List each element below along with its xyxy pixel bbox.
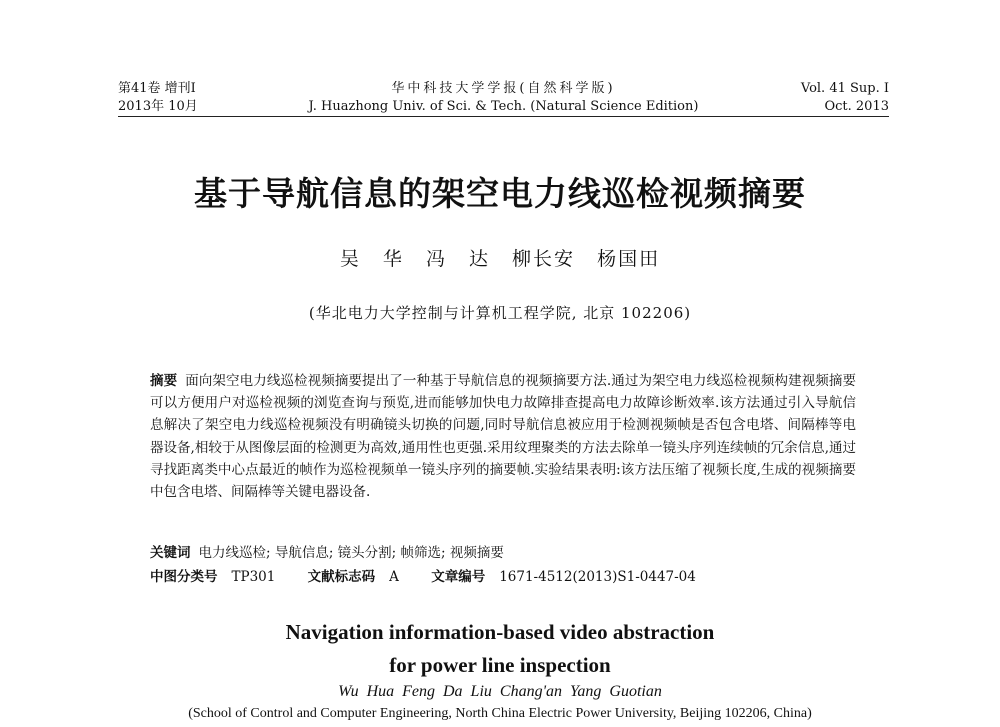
article-title-en-line1: Navigation information-based video abstraction: [285, 620, 715, 644]
keywords-text: 电力线巡检; 导航信息; 镜头分割; 帧筛选; 视频摘要: [198, 545, 504, 561]
keywords-cn: [150, 542, 856, 564]
clc-value: TP301: [231, 569, 276, 585]
clc-label: 中图分类号: [150, 569, 218, 585]
authors-en: Wu Hua Feng Da Liu Chang'an Yang Guotian: [338, 683, 662, 700]
affiliation-en: (School of Control and Computer Engineering, North China Electric Power University, Beijing 102206, China): [188, 706, 812, 721]
journal-name-cn: 华中科技大学学报(自然科学版): [391, 81, 616, 96]
article-title-en-line2: for power line inspection: [389, 653, 611, 677]
affiliation-cn: (华北电力大学控制与计算机工程学院, 北京 102206): [308, 304, 692, 322]
abstract-cn: [150, 370, 856, 503]
journal-name-en: J. Huazhong Univ. of Sci. & Tech. (Natural Science Edition): [308, 99, 699, 114]
volume-issue-en: Vol. 41 Sup. Ⅰ: [800, 81, 889, 96]
publication-date-en: Oct. 2013: [824, 99, 889, 114]
article-id-value: 1671-4512(2013)S1-0447-04: [499, 569, 696, 585]
article-id-label: 文章编号: [431, 569, 486, 585]
publication-date-cn: 2013年 10月: [118, 99, 198, 114]
journal-header: [118, 80, 889, 117]
authors-cn: 吴 华 冯 达 柳长安 杨国田: [339, 248, 661, 270]
volume-issue: 第41卷 增刊Ⅰ: [118, 81, 196, 96]
article-title-cn: 基于导航信息的架空电力线巡检视频摘要: [194, 174, 806, 213]
doc-code-value: A: [389, 569, 399, 585]
article-title-en: [0, 616, 1000, 682]
classification-info: [150, 566, 856, 588]
abstract-label: 摘要: [150, 373, 178, 389]
doc-code-label: 文献标志码: [307, 569, 376, 585]
abstract-text: 面向架空电力线巡检视频摘要提出了一种基于导航信息的视频摘要方法.通过为架空电力线巡检视频构建视频摘要可以方便用户对巡检视频的浏览查询与预览,进而能够加快电力故障排查提高电力故障诊断效率.该方法通过引入导航信息解决了架空电力线巡检视频没有明确镜头切换的问题,同时导航信息被应用于检测视频帧是否包含电塔、间隔棒等电器设备,相较于从图像层面的检测更为高效,通用性也更强.采用纹理聚类的方法去除单一镜头序列连续帧的冗余信息,通过寻找距离类中心点最近的帧作为巡检视频单一镜头序列的摘要帧.实验结果表明:该方法压缩了视频长度,生成的视频摘要中包含电塔、间隔棒等关键电器设备.: [150, 373, 857, 501]
keywords-label: 关键词: [150, 545, 191, 561]
